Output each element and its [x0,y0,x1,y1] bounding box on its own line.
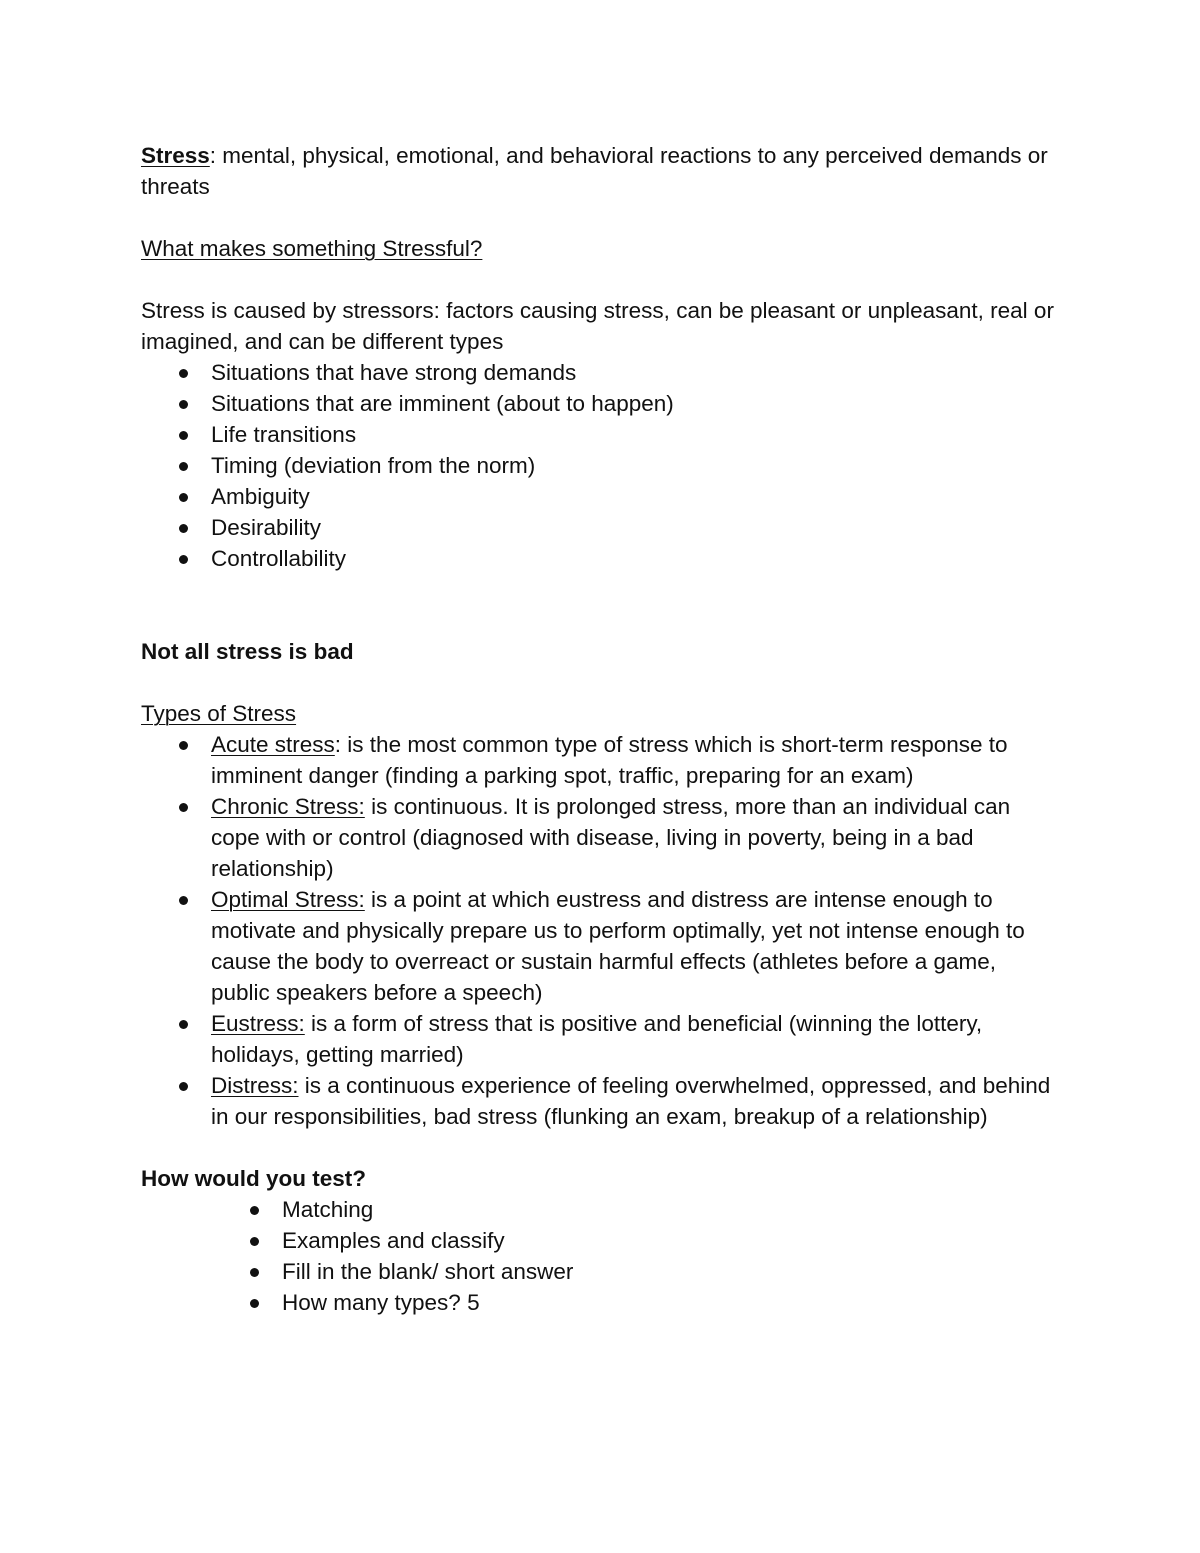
spacer [141,605,1061,636]
types-heading: Types of Stress [141,701,297,726]
bullet-icon [179,741,188,750]
list-item-text: Situations that have strong demands [211,360,577,385]
list-item [141,481,1061,512]
bullet-icon [179,369,188,378]
bullet-icon [250,1268,259,1277]
list-item [141,450,1061,481]
list-item [141,543,1061,574]
spacer [141,202,1061,233]
type-term: Distress: [211,1073,299,1098]
list-item-text: Ambiguity [211,484,310,509]
type-text: is continuous. It is prolonged stress, more than an individual can cope with or control (diagnosed with disease, living in poverty, being in a bad relationship) [211,794,1011,881]
stress-definition [141,140,1061,202]
bullet-icon [179,896,188,905]
bullet-icon [250,1206,259,1215]
list-item [141,1287,1061,1318]
spacer [141,667,1061,698]
bullet-icon [179,524,188,533]
type-term: Acute stress [211,732,335,757]
stress-definition-text: : mental, physical, emotional, and behavioral reactions to any perceived demands or threats [141,143,1048,199]
list-item [141,791,1061,884]
document-page [141,140,1061,1318]
list-item [141,884,1061,1008]
list-item [141,512,1061,543]
list-item [141,357,1061,388]
stressors-lead: Stress is caused by stressors: factors causing stress, can be pleasant or unpleasant, real or imagined, and can be different types [141,298,1054,354]
bullet-icon [179,555,188,564]
type-term: Eustress: [211,1011,305,1036]
list-item-text: Matching [282,1197,374,1222]
bullet-icon [179,1082,188,1091]
type-term: Optimal Stress: [211,887,365,912]
bullet-icon [179,803,188,812]
type-text: is a continuous experience of feeling overwhelmed, oppressed, and behind in our responsibilities, bad stress (flunking an exam, breakup of a relationship) [211,1073,1051,1129]
stress-types-list [141,729,1061,1132]
type-text: : is the most common type of stress which is short-term response to imminent danger (finding a parking spot, traffic, preparing for an exam) [211,732,1008,788]
list-item-text: Fill in the blank/ short answer [282,1259,574,1284]
list-item [141,419,1061,450]
type-term: Chronic Stress: [211,794,365,819]
not-all-bad-heading: Not all stress is bad [141,639,354,664]
stress-term: Stress [141,143,210,168]
stressful-heading: What makes something Stressful? [141,236,483,261]
list-item [141,1225,1061,1256]
list-item-text: Timing (deviation from the norm) [211,453,536,478]
test-heading: How would you test? [141,1166,366,1191]
list-item-text: Life transitions [211,422,357,447]
stressor-list [141,357,1061,574]
list-item [141,729,1061,791]
type-text: is a point at which eustress and distress are intense enough to motivate and physically prepare us to perform optimally, yet not intense enough to cause the body to overreact or sustain harmful effects (athletes before a game, public speakers before a speech) [211,887,1025,1005]
test-list [141,1194,1061,1318]
list-item [141,1256,1061,1287]
spacer [141,264,1061,295]
bullet-icon [179,493,188,502]
list-item [141,1008,1061,1070]
spacer [141,574,1061,605]
list-item-text: Controllability [211,546,347,571]
bullet-icon [179,1020,188,1029]
bullet-icon [250,1299,259,1308]
list-item [141,388,1061,419]
bullet-icon [179,462,188,471]
list-item-text: Examples and classify [282,1228,505,1253]
type-text: is a form of stress that is positive and beneficial (winning the lottery, holidays, getting married) [211,1011,983,1067]
list-item [141,1070,1061,1132]
list-item-text: Situations that are imminent (about to happen) [211,391,674,416]
list-item [141,1194,1061,1225]
list-item-text: Desirability [211,515,322,540]
bullet-icon [179,431,188,440]
bullet-icon [179,400,188,409]
list-item-text: How many types? 5 [282,1290,480,1315]
bullet-icon [250,1237,259,1246]
spacer [141,1132,1061,1163]
